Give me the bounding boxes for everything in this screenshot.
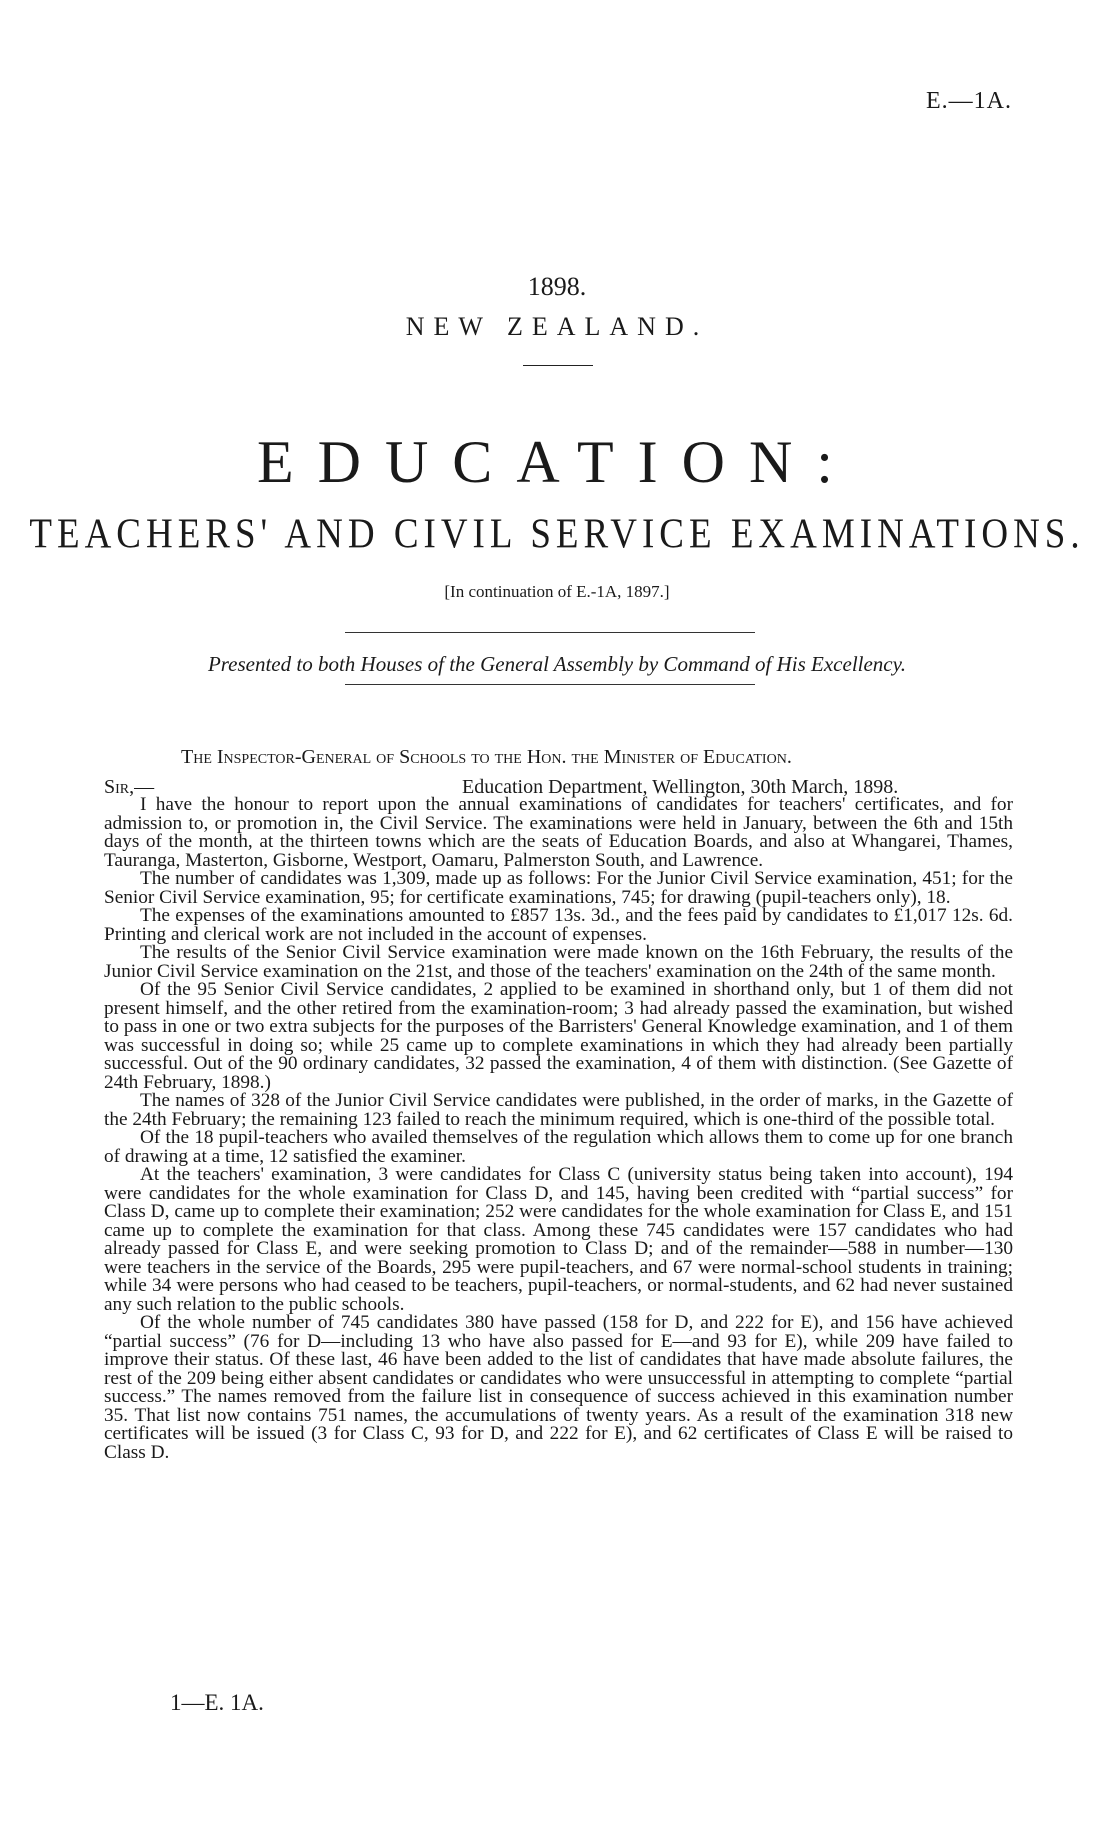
salutation: Sir,—: [104, 776, 155, 798]
paragraph: Of the 18 pupil-teachers who availed themselves of the regulation which allows them to come up for one branch of drawing at a time, 12 satisfied the examiner.: [104, 1127, 1013, 1167]
paragraph: The names of 328 of the Junior Civil Service candidates were published, in the order of marks, in the Gazette of the 24th February; the remaining 123 failed to reach the minimum required, which is one-third of the possible total.: [104, 1090, 1013, 1130]
footer-reference: 1—E. 1A.: [170, 1690, 264, 1715]
paragraph: The number of candidates was 1,309, made up as follows: For the Junior Civil Service examination, 451; for the Senior Civil Service examination, 95; for certificate examinations, 745; for drawing (pupil-teachers only), 18.: [104, 868, 1013, 908]
paragraph: Of the 95 Senior Civil Service candidates, 2 applied to be examined in shorthand only, but 1 of them did not present himself, and the other retired from the examination-room; 3 had already passed the examination, but wished to pass in one or two extra subjects for the purposes of the Barristers' General Knowledge examination, and 1 of them was successful in doing so; while 25 came up to complete examinations in which they had already been partially successful. Out of the 90 ordinary candidates, 32 passed the examination, 4 of them with distinction. (See Gazette of 24th February, 1898.): [104, 979, 1013, 1093]
letter-address: The Inspector-General of Schools to the Hon. the Minister of Education.: [181, 746, 792, 768]
paragraph: Of the whole number of 745 candidates 380 have passed (158 for D, and 222 for E), and 156 have achieved “partial success” (76 for D—including 13 who have also passed for E—and 93 for E), while 209 have failed to improve their status. Of these last, 46 have been added to the list of candidates that have made absolute failures, the rest of the 209 being either absent candidates or candidates who were unsuccessful in attempting to complete “partial success.” The names removed from the failure list in consequence of success achieved in this examination number 35. That list now contains 751 names, the accumulations of twenty years. As a result of the examination 318 new certificates will be issued (3 for Class C, 93 for D, and 222 for E), and 62 certificates of Class E will be raised to Class D.: [104, 1312, 1013, 1463]
paragraph: I have the honour to report upon the annual examinations of candidates for teachers' certificates, and for admission to, or promotion in, the Civil Service. The examinations were held in January, between the 6th and 15th days of the month, at the thirteen towns which are the seats of Education Boards, and also at Whangarei, Thames, Tauranga, Masterton, Gisborne, Westport, Oamaru, Palmerston South, and Lawrence.: [104, 794, 1013, 871]
presented-line: Presented to both Houses of the General Assembly by Command of His Excellency.: [207, 652, 907, 676]
divider-top: [345, 632, 755, 633]
document-subtitle: TEACHERS' AND CIVIL SERVICE EXAMINATIONS.: [29, 510, 1085, 559]
continuation-note: [In continuation of E.-1A, 1897.]: [444, 582, 670, 601]
letter-body: [104, 796, 1013, 1462]
year: 1898.: [527, 272, 587, 301]
dateline: Education Department, Wellington, 30th March, 1898.: [462, 776, 899, 798]
paragraph: The results of the Senior Civil Service examination were made known on the 16th February, the results of the Junior Civil Service examination on the 21st, and those of the teachers' examination on the 24th of the same month.: [104, 942, 1013, 982]
short-divider: [523, 365, 593, 366]
paragraph: The expenses of the examinations amounted to £857 13s. 3d., and the fees paid by candidates to £1,017 12s. 6d. Printing and clerical work are not included in the account of expenses.: [104, 905, 1013, 945]
paragraph: At the teachers' examination, 3 were candidates for Class C (university status being taken into account), 194 were candidates for the whole examination for Class D, and 145, having been credited with “partial success” for Class D, came up to complete their examination; 252 were candidates for the whole examination for Class E, and 151 came up to complete the examination for that class. Among these 745 candidates were 157 candidates who had already passed for Class E, and were seeking promotion to Class D; and of the remainder—588 in number—130 were teachers in the service of the Boards, 295 were pupil-teachers, and 67 were normal-school students in training; while 34 were persons who had ceased to be teachers, pupil-teachers, or normal-students, and 62 had never sustained any such relation to the public schools.: [104, 1164, 1013, 1315]
divider-bottom: [345, 684, 755, 685]
document-title: EDUCATION:: [257, 429, 857, 495]
country-heading: NEW ZEALAND.: [405, 312, 709, 341]
page-reference: E.—1A.: [926, 88, 1012, 114]
